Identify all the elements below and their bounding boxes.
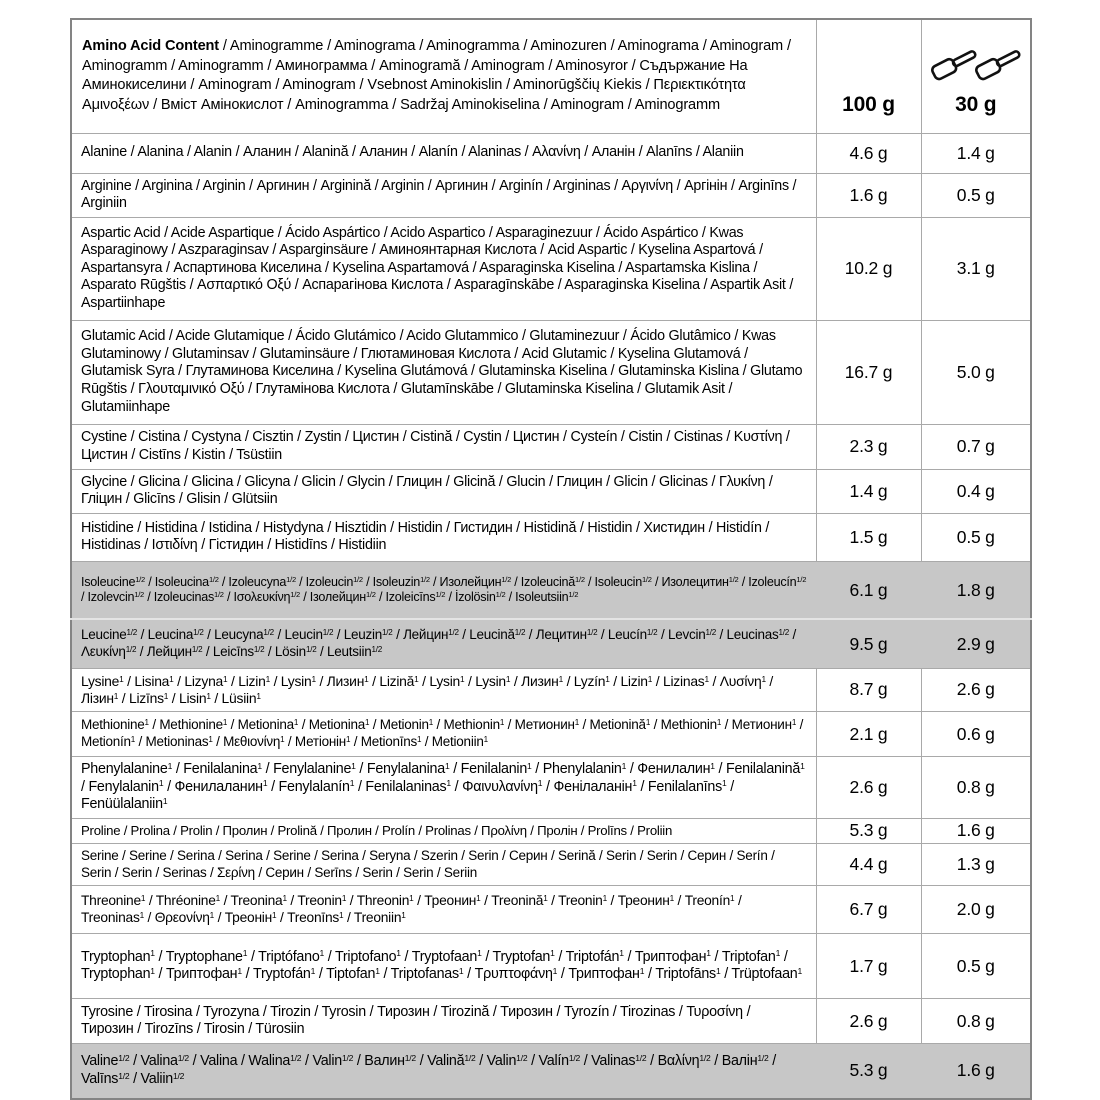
table-title-rest: / Aminogramme / Aminograma / Aminogramma / Aminozuren / Aminograma / Aminogram / Aminogramm / Aminogramm / Аминограмма / Aminogramă / Aminogram / Aminosyror / Съдържание На Аминокиселини / Aminogram / Aminogram / Vsebnost Aminokislin / Aminorūgščių Kiekis / Περιεκτικότητα Αμινοξέων / Вміст Амінокислот / Aminogramma / Sadržaj Aminokiselina / Aminogram / Aminogramm — [82, 38, 791, 113]
amount-per-100g: 6.7 g — [816, 886, 921, 934]
amino-acid-names: Serine / Serine / Serina / Serina / Serine / Serina / Seryna / Szerin / Serin / Серин / Serină / Serin / Serin / Серин / Serín / Serin / Serin / Serinas / Σερίνη / Серин / Serīns / Serin / Serin / Seriin — [71, 843, 816, 885]
amino-acid-names: Tryptophan$^1$ / Tryptophane$^1$ / Triptófano$^1$ / Triptofano$^1$ / Tryptofaan$^1$ / Tryptofan$^1$ / Triptofán$^1$ / Триптофан$^1$ / Triptofan$^1$ / Tryptophan$^1$ / Триптофан$^1$ / Tryptofán$^1$ / Tiptofan$^1$ / Triptofanas$^1$ / Τρυπτοφάνη$^1$ / Триптофан$^1$ / Triptofāns$^1$ / Trüptofaan$^1$ — [71, 934, 816, 999]
amount-per-100g: 4.4 g — [816, 843, 921, 885]
measuring-scoop-icon — [972, 42, 1024, 84]
amino-acid-row — [71, 217, 1031, 320]
amino-acid-row — [71, 712, 1031, 757]
column-header-100g — [816, 19, 921, 133]
amino-acid-row — [71, 133, 1031, 173]
amount-per-30g: 0.5 g — [921, 934, 1031, 999]
amount-per-100g: 1.6 g — [816, 173, 921, 217]
amino-acid-names: Glycine / Glicina / Glicina / Glicyna / Glicin / Glycin / Глицин / Glicină / Glucin / Глицин / Glicin / Glicinas / Γλυκίνη / Гліцин / Glicīns / Glisin / Glütsiin — [71, 469, 816, 513]
amino-acid-row — [71, 424, 1031, 469]
amount-per-30g: 2.6 g — [921, 668, 1031, 711]
amount-per-100g: 2.6 g — [816, 757, 921, 819]
amino-acid-names: Alanine / Alanina / Alanin / Аланин / Alanină / Аланин / Alanín / Alaninas / Αλανίνη / Аланін / Alanīns / Alaniin — [71, 133, 816, 173]
amount-per-100g: 4.6 g — [816, 133, 921, 173]
amount-per-100g: 10.2 g — [816, 217, 921, 320]
amino-acid-row — [71, 513, 1031, 561]
amino-acid-rows — [71, 133, 1031, 1099]
amount-per-30g: 1.6 g — [921, 818, 1031, 843]
amino-acid-row — [71, 320, 1031, 424]
amino-acid-names: Proline / Prolina / Prolin / Пролин / Prolină / Пролин / Prolín / Prolinas / Προλίνη / Пролін / Prolīns / Proliin — [71, 818, 816, 843]
amino-acid-row — [71, 668, 1031, 711]
amino-acid-names: Tyrosine / Tirosina / Tyrozyna / Tirozin / Tyrosin / Тирозин / Tirozină / Тирозин / Tyrozín / Tirozinas / Τυροσίνη / Тирозин / Tirozīns / Tirosin / Türosiin — [71, 999, 816, 1044]
amount-per-30g: 1.6 g — [921, 1044, 1031, 1099]
amino-acid-names: Isoleucine$^{1/2}$ / Isoleucina$^{1/2}$ / Izoleucyna$^{1/2}$ / Izoleucin$^{1/2}$ / Isoleuzin$^{1/2}$ / Изолейцин$^{1/2}$ / Izoleucină$^{1/2}$ / Isoleucin$^{1/2}$ / Изолецитин$^{1/2}$ / Izoleucín$^{1/2}$ / Izolevcin$^{1/2}$ / Izoleucinas$^{1/2}$ / Ισολευκίνη$^{1/2}$ / Ізолейцин$^{1/2}$ / Izoleicīns$^{1/2}$ / İzolösin$^{1/2}$ / Isoleutsiin$^{1/2}$ — [71, 561, 816, 619]
amino-acid-table — [70, 18, 1032, 1100]
amount-per-100g: 9.5 g — [816, 619, 921, 668]
amino-acid-names: Glutamic Acid / Acide Glutamique / Ácido Glutámico / Acido Glutammico / Glutaminezuur / Ácido Glutâmico / Kwas Glutaminowy / Glutaminsav / Glutaminsäure / Глютаминовая Кислота / Acid Glutamic / Kyselina Glutamová / Glutamisk Syra / Глутаминова Киселина / Kyselina Glutámová / Glutaminska Kiselina / Glutaminska Kislina / Glutamo Rūgštis / Γλουταμινικό Οξύ / Глутамінова Кислота / Glutamīnskābe / Glutaminska Kiselina / Glutamik Asit / Glutamiinhape — [71, 320, 816, 424]
column-header-30g — [921, 19, 1031, 133]
amino-acid-row — [71, 561, 1031, 619]
amount-per-100g: 2.1 g — [816, 712, 921, 757]
amount-per-30g: 0.8 g — [921, 757, 1031, 819]
amino-acid-row — [71, 843, 1031, 885]
amount-per-30g: 0.5 g — [921, 173, 1031, 217]
amount-per-30g: 0.4 g — [921, 469, 1031, 513]
amount-per-100g: 2.3 g — [816, 424, 921, 469]
amino-acid-row — [71, 469, 1031, 513]
amino-acid-names: Valine$^{1/2}$ / Valina$^{1/2}$ / Valina / Walina$^{1/2}$ / Valin$^{1/2}$ / Валин$^{1/2}$ / Valină$^{1/2}$ / Valin$^{1/2}$ / Valín$^{1/2}$ / Valinas$^{1/2}$ / Βαλίνη$^{1/2}$ / Валін$^{1/2}$ / Valīns$^{1/2}$ / Valiin$^{1/2}$ — [71, 1044, 816, 1099]
amount-per-100g: 2.6 g — [816, 999, 921, 1044]
amount-per-30g: 1.4 g — [921, 133, 1031, 173]
amino-acid-table-wrapper — [70, 18, 1032, 1100]
table-title-bold: Amino Acid Content — [82, 38, 220, 55]
amount-per-100g: 5.3 g — [816, 1044, 921, 1099]
amount-per-30g: 0.5 g — [921, 513, 1031, 561]
amino-acid-names: Lysine$^1$ / Lisina$^1$ / Lizyna$^1$ / Lizin$^1$ / Lysin$^1$ / Лизин$^1$ / Lizină$^1$ / Lysin$^1$ / Lysin$^1$ / Лизин$^1$ / Lyzín$^1$ / Lizin$^1$ / Lizinas$^1$ / Λυσίνη$^1$ / Лізин$^1$ / Lizīns$^1$ / Lisin$^1$ / Lüsiin$^1$ — [71, 668, 816, 711]
amount-per-100g: 16.7 g — [816, 320, 921, 424]
amount-per-30g: 2.0 g — [921, 886, 1031, 934]
amino-acid-row — [71, 999, 1031, 1044]
amino-acid-names: Arginine / Arginina / Arginin / Аргинин / Arginină / Arginin / Аргинин / Arginín / Argininas / Αργινίνη / Аргінін / Arginīns / Arginiin — [71, 173, 816, 217]
column-header-100g-label: 100 g — [842, 92, 895, 116]
amount-per-100g: 6.1 g — [816, 561, 921, 619]
amino-acid-names: Aspartic Acid / Acide Aspartique / Ácido Aspártico / Acido Aspartico / Asparaginezuur / Ácido Aspártico / Kwas Asparaginowy / Aszparaginsav / Asparginsäure / Аминоянтарная Кислота / Acid Aspartic / Kyselina Aspartová / Aspartansyra / Аспартинова Киселина / Kyselina Aspartamová / Asparaginska Kiselina / Aspartamska Kislina / Asparato Rūgštis / Ασπαρτικό Οξύ / Аспарагінова Кислота / Asparagīnskābe / Asparaginska Kiselina / Aspartik Asit / Aspartiinhape — [71, 217, 816, 320]
amount-per-30g: 1.8 g — [921, 561, 1031, 619]
table-title-cell — [71, 19, 816, 133]
amino-acid-names: Cystine / Cistina / Cystyna / Cisztin / Zystin / Цистин / Cistină / Cystin / Цистин / Cysteín / Cistin / Cistinas / Κυστίνη / Цистин / Cistīns / Kistin / Tsüstiin — [71, 424, 816, 469]
amount-per-100g: 1.7 g — [816, 934, 921, 999]
amount-per-30g: 0.8 g — [921, 999, 1031, 1044]
amount-per-30g: 2.9 g — [921, 619, 1031, 668]
amino-acid-row — [71, 757, 1031, 819]
amino-acid-row — [71, 619, 1031, 668]
amount-per-100g: 1.4 g — [816, 469, 921, 513]
amount-per-30g: 1.3 g — [921, 843, 1031, 885]
amino-acid-names: Phenylalanine$^1$ / Fenilalanina$^1$ / Fenylalanine$^1$ / Fenylalanina$^1$ / Fenilalanin$^1$ / Phenylalanin$^1$ / Фенилалин$^1$ / Fenilalanină$^1$ / Fenylalanin$^1$ / Фенилаланин$^1$ / Fenylalanín$^1$ / Fenilalaninas$^1$ / Φαινυλανίνη$^1$ / Фенілаланін$^1$ / Fenilalanīns$^1$ / Fenüülalaniin$^1$ — [71, 757, 816, 819]
amino-acid-row — [71, 818, 1031, 843]
amount-per-30g: 5.0 g — [921, 320, 1031, 424]
amount-per-30g: 0.7 g — [921, 424, 1031, 469]
amino-acid-row — [71, 934, 1031, 999]
table-header-row — [71, 19, 1031, 133]
amino-acid-names: Methionine$^1$ / Methionine$^1$ / Metionina$^1$ / Metionina$^1$ / Metionin$^1$ / Methionin$^1$ / Метионин$^1$ / Metionină$^1$ / Methionin$^1$ / Метионин$^1$ / Metionín$^1$ / Metioninas$^1$ / Μεθιονίνη$^1$ / Метіонін$^1$ / Metionīns$^1$ / Metioniin$^1$ — [71, 712, 816, 757]
amount-per-30g: 3.1 g — [921, 217, 1031, 320]
amino-acid-row — [71, 173, 1031, 217]
amount-per-30g: 0.6 g — [921, 712, 1031, 757]
amount-per-100g: 1.5 g — [816, 513, 921, 561]
amount-per-100g: 5.3 g — [816, 818, 921, 843]
amino-acid-names: Leucine$^{1/2}$ / Leucina$^{1/2}$ / Leucyna$^{1/2}$ / Leucin$^{1/2}$ / Leuzin$^{1/2}$ / Лейцин$^{1/2}$ / Leucină$^{1/2}$ / Лецитин$^{1/2}$ / Leucín$^{1/2}$ / Levcin$^{1/2}$ / Leucinas$^{1/2}$ / Λευκίνη$^{1/2}$ / Лейцин$^{1/2}$ / Leicīns$^{1/2}$ / Lösin$^{1/2}$ / Leutsiin$^{1/2}$ — [71, 619, 816, 668]
scoop-icons — [928, 42, 1024, 84]
column-header-30g-label: 30 g — [955, 92, 997, 116]
amino-acid-row — [71, 1044, 1031, 1099]
amount-per-100g: 8.7 g — [816, 668, 921, 711]
amino-acid-names: Threonine$^1$ / Thréonine$^1$ / Treonina$^1$ / Treonin$^1$ / Threonin$^1$ / Треонин$^1$ / Treonină$^1$ / Treonin$^1$ / Треонин$^1$ / Treonín$^1$ / Treoninas$^1$ / Θρεονίνη$^1$ / Треонін$^1$ / Treonīns$^1$ / Treoniin$^1$ — [71, 886, 816, 934]
amino-acid-names: Histidine / Histidina / Istidina / Histydyna / Hisztidin / Histidin / Гистидин / Histidină / Histidin / Хистидин / Histidín / Histidinas / Ιστιδίνη / Гістидин / Histidīns / Histidiin — [71, 513, 816, 561]
amino-acid-row — [71, 886, 1031, 934]
